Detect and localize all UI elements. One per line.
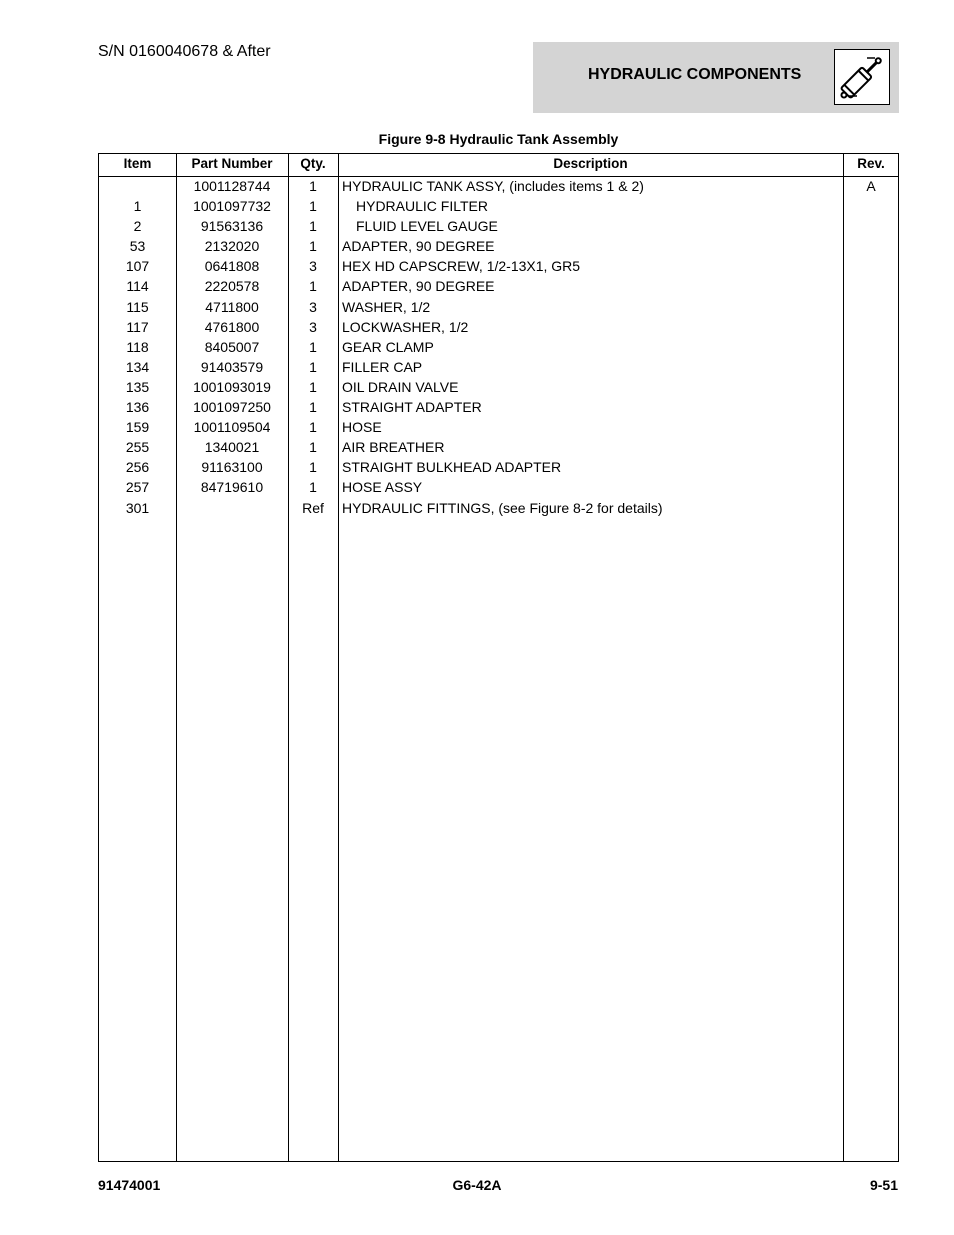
description: STRAIGHT BULKHEAD ADAPTER (342, 459, 562, 476)
table-row (99, 297, 898, 317)
description: OIL DRAIN VALVE (342, 378, 459, 395)
description: HOSE ASSY (342, 479, 423, 496)
quantity: 1 (309, 358, 317, 375)
part-number: 1001093019 (193, 378, 271, 395)
column-header-rev: Rev. (857, 156, 885, 171)
table-row (99, 377, 898, 397)
column-header-description: Description (553, 156, 628, 171)
part-number: 8405007 (204, 338, 260, 355)
table-row (99, 216, 898, 236)
column-header-item: Item (123, 156, 152, 171)
part-number: 1001109504 (193, 419, 271, 436)
item-number: 114 (126, 278, 149, 295)
description: ADAPTER, 90 DEGREE (342, 238, 495, 255)
quantity: 1 (309, 419, 317, 436)
item-number: 117 (126, 318, 149, 335)
item-number: 159 (125, 419, 150, 436)
section-title: HYDRAULIC COMPONENTS (588, 66, 802, 83)
table-row (99, 276, 898, 296)
table-header (99, 154, 898, 177)
part-number: 4761800 (204, 318, 260, 335)
description: ADAPTER, 90 DEGREE (342, 278, 495, 295)
figure-title: Figure 9-8 Hydraulic Tank Assembly (378, 131, 619, 147)
quantity: 1 (309, 278, 317, 295)
part-number: 2132020 (204, 238, 260, 255)
section-header (533, 42, 899, 113)
table-row (99, 498, 898, 518)
hydraulic-cylinder-icon (834, 49, 890, 105)
table-row (99, 176, 898, 196)
table-row (99, 417, 898, 437)
quantity: 1 (309, 479, 317, 496)
description: HYDRAULIC TANK ASSY, (includes items 1 & 2) (342, 178, 644, 194)
part-number: 4711800 (205, 298, 259, 315)
item-number: 107 (125, 258, 150, 275)
quantity: 1 (309, 439, 317, 456)
description: AIR BREATHER (342, 439, 445, 456)
table-body (99, 176, 898, 518)
quantity: 1 (309, 378, 317, 395)
table-row (99, 457, 898, 477)
quantity: 1 (309, 399, 317, 416)
item-number: 1 (133, 198, 142, 215)
description: WASHER, 1/2 (342, 298, 431, 315)
quantity: 1 (309, 459, 317, 476)
table-row (99, 437, 898, 457)
quantity: 3 (309, 298, 317, 315)
table-row (99, 256, 898, 276)
item-number: 53 (129, 238, 146, 255)
description: HOSE (342, 419, 382, 436)
description: STRAIGHT ADAPTER (342, 399, 482, 416)
part-number: 2220578 (204, 278, 260, 295)
item-number: 118 (126, 338, 149, 355)
item-number: 2 (133, 218, 142, 235)
table-row (99, 397, 898, 417)
item-number: 136 (125, 399, 150, 416)
quantity: 3 (309, 258, 317, 275)
item-number: 115 (126, 298, 149, 315)
quantity: 1 (309, 198, 317, 215)
table-row (99, 196, 898, 216)
document-number: 91474001 (98, 1177, 161, 1193)
description: FLUID LEVEL GAUGE (356, 218, 498, 235)
model-number: G6-42A (452, 1177, 502, 1193)
part-number: 84719610 (200, 479, 264, 496)
description: LOCKWASHER, 1/2 (342, 318, 469, 335)
part-number: 1001097250 (193, 399, 271, 416)
table-row (99, 337, 898, 357)
column-header-part-number: Part Number (191, 156, 273, 171)
page-number: 9-51 (869, 1177, 898, 1193)
quantity: 1 (309, 218, 317, 235)
item-number: 257 (125, 479, 150, 496)
quantity: 1 (309, 238, 317, 255)
quantity: 1 (309, 178, 317, 194)
part-number: 0641808 (204, 258, 260, 275)
part-number: 91403579 (200, 358, 264, 375)
column-header-qty: Qty. (300, 156, 326, 171)
table-row (99, 357, 898, 377)
table-row (99, 236, 898, 256)
quantity: 1 (309, 338, 317, 355)
part-number: 1001097732 (193, 198, 271, 215)
revision: A (866, 178, 876, 194)
table-row (99, 477, 898, 497)
quantity: Ref (302, 499, 324, 516)
description: FILLER CAP (342, 358, 423, 375)
parts-table (98, 153, 899, 1162)
part-number: 91163100 (201, 459, 263, 476)
part-number: 91563136 (200, 218, 264, 235)
item-number: 135 (125, 378, 150, 395)
item-number: 255 (125, 439, 150, 456)
description: HYDRAULIC FILTER (356, 198, 488, 215)
item-number: 134 (125, 358, 150, 375)
item-number: 301 (125, 499, 150, 516)
description: HEX HD CAPSCREW, 1/2-13X1, GR5 (342, 258, 581, 275)
part-number: 1340021 (204, 439, 260, 456)
serial-number-range: S/N 0160040678 & After (98, 43, 271, 60)
table-row (99, 317, 898, 337)
item-number: 256 (125, 459, 150, 476)
part-number: 1001128744 (193, 178, 271, 194)
quantity: 3 (309, 318, 317, 335)
description: GEAR CLAMP (342, 338, 434, 355)
description: HYDRAULIC FITTINGS, (see Figure 8-2 for details) (342, 499, 663, 516)
